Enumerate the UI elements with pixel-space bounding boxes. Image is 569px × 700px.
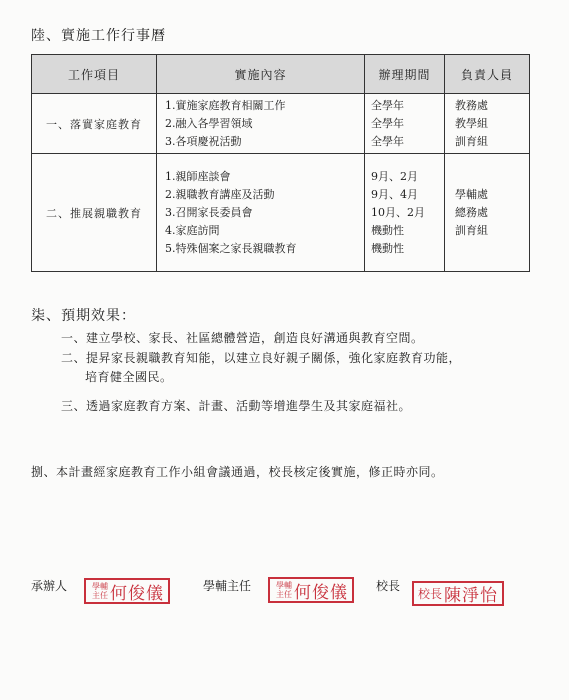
row-content: 2.親職教育講座及活動 xyxy=(165,187,275,201)
row-owner: 教學組 xyxy=(455,116,488,130)
row-period: 全學年 xyxy=(371,116,404,130)
row-period: 機動性 xyxy=(371,241,404,255)
effect-item: 三、透過家庭教育方案、計畫、活動等增進學生及其家庭福社。 xyxy=(61,399,412,413)
table-header-row xyxy=(32,55,530,94)
header-work-item: 工作項目 xyxy=(32,55,157,94)
header-owner: 負責人員 xyxy=(445,55,530,94)
principal-stamp-title: 校長 xyxy=(418,587,443,601)
header-period: 辦理期間 xyxy=(365,55,445,94)
stamp-title: 學輔主任 xyxy=(92,582,108,600)
row-content: 5.特殊個案之家長親職教育 xyxy=(165,241,297,255)
row-owner: 教務處 xyxy=(455,98,488,112)
row-item: 二、推展親職教育 xyxy=(32,154,157,272)
effect-item: 一、建立學校、家長、社區總體營造，創造良好溝通與教育空間。 xyxy=(61,331,424,345)
section-six-title: 陸、實施工作行事曆 xyxy=(31,28,166,44)
undertaker-label: 承辦人 xyxy=(31,579,68,593)
row-period: 全學年 xyxy=(371,98,404,112)
section-eight-note: 捌、本計畫經家庭教育工作小組會議通過，校長核定後實施，修正時亦同。 xyxy=(31,465,444,479)
principal-label: 校長 xyxy=(376,579,401,593)
director-label: 學輔主任 xyxy=(203,579,252,593)
row-content: 3.各項慶祝活動 xyxy=(165,134,242,148)
effect-item: 二、提昇家長親職教育知能，以建立良好親子關係，強化家庭教育功能， xyxy=(61,351,462,365)
row-period: 9月、2月 xyxy=(371,169,418,183)
header-content: 實施內容 xyxy=(157,55,365,94)
table-row xyxy=(32,154,530,272)
principal-stamp-name: 陳淨怡 xyxy=(444,586,498,606)
row-period: 機動性 xyxy=(371,223,404,237)
stamp-name: 何俊儀 xyxy=(110,583,164,604)
row-content: 1.實施家庭教育相關工作 xyxy=(165,98,286,112)
table-row xyxy=(32,94,530,154)
schedule-table xyxy=(31,54,530,272)
row-item: 一、落實家庭教育 xyxy=(32,94,157,154)
section-seven-title: 柒、預期效果： xyxy=(31,308,136,324)
row-content: 3.召開家長委員會 xyxy=(165,205,253,219)
row-owner: 訓育組 xyxy=(455,223,488,237)
row-owner: 總務處 xyxy=(455,205,488,219)
row-period: 全學年 xyxy=(371,134,404,148)
effect-item: 培育健全國民。 xyxy=(85,370,173,384)
director-seal-stamp xyxy=(268,577,354,603)
row-owner: 訓育組 xyxy=(455,134,488,148)
row-period: 10月、2月 xyxy=(371,205,425,219)
row-content: 2.融入各學習領域 xyxy=(165,116,253,130)
undertaker-seal-stamp xyxy=(84,578,170,604)
stamp-name: 何俊儀 xyxy=(294,582,348,603)
row-content: 4.家庭訪問 xyxy=(165,223,220,237)
row-period: 9月、4月 xyxy=(371,187,418,201)
stamp-title: 學輔主任 xyxy=(276,581,292,599)
row-owner: 學輔處 xyxy=(455,187,488,201)
row-content: 1.親師座談會 xyxy=(165,169,231,183)
principal-seal-stamp xyxy=(412,581,504,606)
